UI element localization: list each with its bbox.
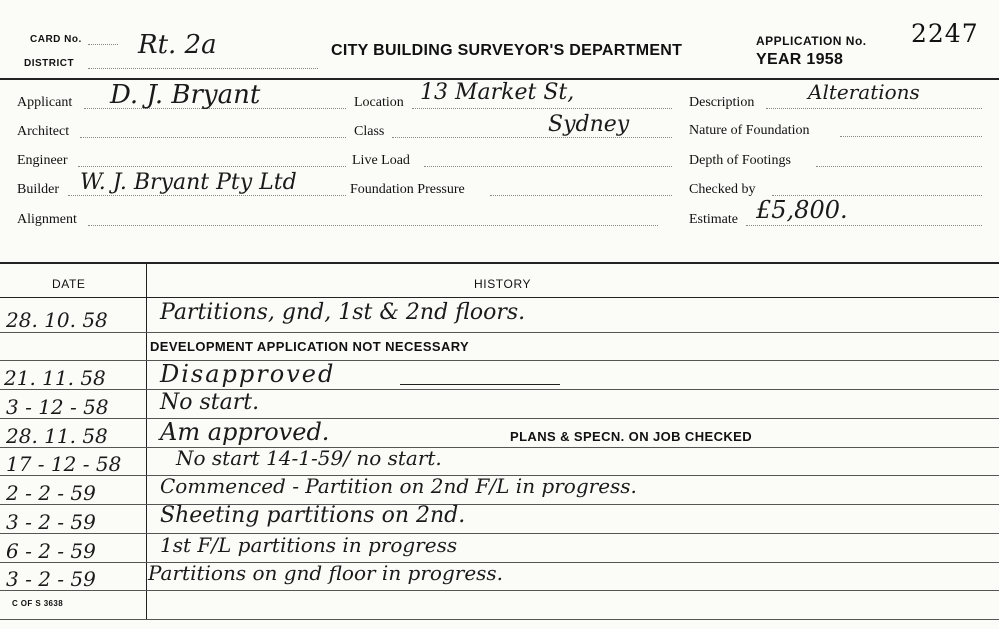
- ruled-line: [0, 389, 999, 390]
- history-stamp: PLANS & SPECN. ON JOB CHECKED: [510, 429, 753, 444]
- alignment-label: Alignment: [17, 212, 77, 227]
- history-top-rule: [0, 262, 999, 264]
- history-entry: Commenced - Partition on 2nd F/L in progress.: [160, 474, 637, 498]
- history-date: 3 - 2 - 59: [6, 510, 96, 534]
- district-value: Rt. 2a: [138, 30, 217, 60]
- form-code: C OF S 3638: [12, 599, 64, 608]
- class-label: Class: [354, 124, 385, 139]
- description-value: Alterations: [808, 80, 920, 104]
- foundation-pressure-line: [490, 195, 672, 196]
- builder-label: Builder: [17, 182, 59, 197]
- history-entry: No start 14-1-59/ no start.: [176, 446, 442, 470]
- description-line: [766, 108, 982, 109]
- ruled-line: [0, 360, 999, 361]
- estimate-label: Estimate: [689, 212, 738, 227]
- district-line: [88, 68, 318, 69]
- alignment-line: [88, 225, 658, 226]
- ruled-line: [0, 533, 999, 534]
- location-value: 13 Market St,: [420, 80, 575, 105]
- history-date: 17 - 12 - 58: [6, 452, 122, 476]
- architect-line: [80, 137, 346, 138]
- location-line: [412, 108, 672, 109]
- history-stamp: DEVELOPMENT APPLICATION NOT NECESSARY: [150, 339, 470, 354]
- checked-label: Checked by: [689, 182, 756, 197]
- history-entry: 1st F/L partitions in progress: [160, 533, 458, 557]
- history-date: 28. 10. 58: [6, 308, 108, 332]
- builder-line: [68, 195, 346, 196]
- history-date: 3 - 12 - 58: [6, 395, 109, 419]
- depth-line: [816, 166, 982, 167]
- class-line: [392, 137, 672, 138]
- history-date: 21. 11. 58: [4, 366, 106, 390]
- ruled-line: [0, 619, 999, 620]
- history-entry: Partitions on gnd floor in progress.: [148, 561, 504, 585]
- nature-label: Nature of Foundation: [689, 123, 810, 138]
- description-label: Description: [689, 95, 755, 110]
- ruled-line: [0, 418, 999, 419]
- card-no-line: [88, 44, 118, 45]
- date-column-divider: [146, 262, 147, 620]
- location-value-2: Sydney: [548, 112, 630, 137]
- history-entry: Disapproved: [160, 360, 336, 388]
- liveload-line: [424, 166, 672, 167]
- engineer-label: Engineer: [17, 153, 68, 168]
- ruled-line: [0, 590, 999, 591]
- applicant-value: D. J. Bryant: [110, 80, 261, 110]
- department-title: CITY BUILDING SURVEYOR'S DEPARTMENT: [331, 42, 683, 59]
- applicant-label: Applicant: [17, 95, 73, 110]
- depth-label: Depth of Footings: [689, 153, 791, 168]
- builder-value: W. J. Bryant Pty Ltd: [80, 170, 297, 195]
- history-date: 2 - 2 - 59: [6, 481, 96, 505]
- liveload-label: Live Load: [352, 153, 410, 168]
- card-no-label: CARD No.: [30, 34, 82, 45]
- year-label: YEAR 1958: [756, 51, 844, 68]
- engineer-line: [78, 166, 346, 167]
- history-entry: Am approved.: [160, 418, 330, 446]
- district-label: DISTRICT: [24, 58, 75, 69]
- estimate-value: £5,800.: [756, 196, 848, 224]
- underline-stroke: [400, 384, 560, 385]
- history-entry: Sheeting partitions on 2nd.: [160, 503, 466, 528]
- ruled-line: [0, 504, 999, 505]
- history-header: HISTORY: [474, 277, 532, 291]
- application-label: APPLICATION No.: [756, 34, 867, 48]
- location-label: Location: [354, 95, 404, 110]
- date-header: DATE: [52, 277, 86, 291]
- architect-label: Architect: [17, 124, 70, 139]
- history-header-rule: [0, 297, 999, 298]
- application-number: 2247: [911, 19, 979, 48]
- estimate-line: [746, 225, 982, 226]
- ruled-line: [0, 332, 999, 333]
- nature-line: [840, 136, 982, 137]
- history-date: 3 - 2 - 59: [6, 567, 96, 591]
- history-date: 6 - 2 - 59: [6, 539, 96, 563]
- history-date: 28. 11. 58: [6, 424, 108, 448]
- history-entry: Partitions, gnd, 1st & 2nd floors.: [160, 300, 526, 325]
- ruled-line: [0, 447, 999, 448]
- history-entry: No start.: [160, 390, 260, 415]
- foundation-pressure-label: Foundation Pressure: [350, 182, 465, 197]
